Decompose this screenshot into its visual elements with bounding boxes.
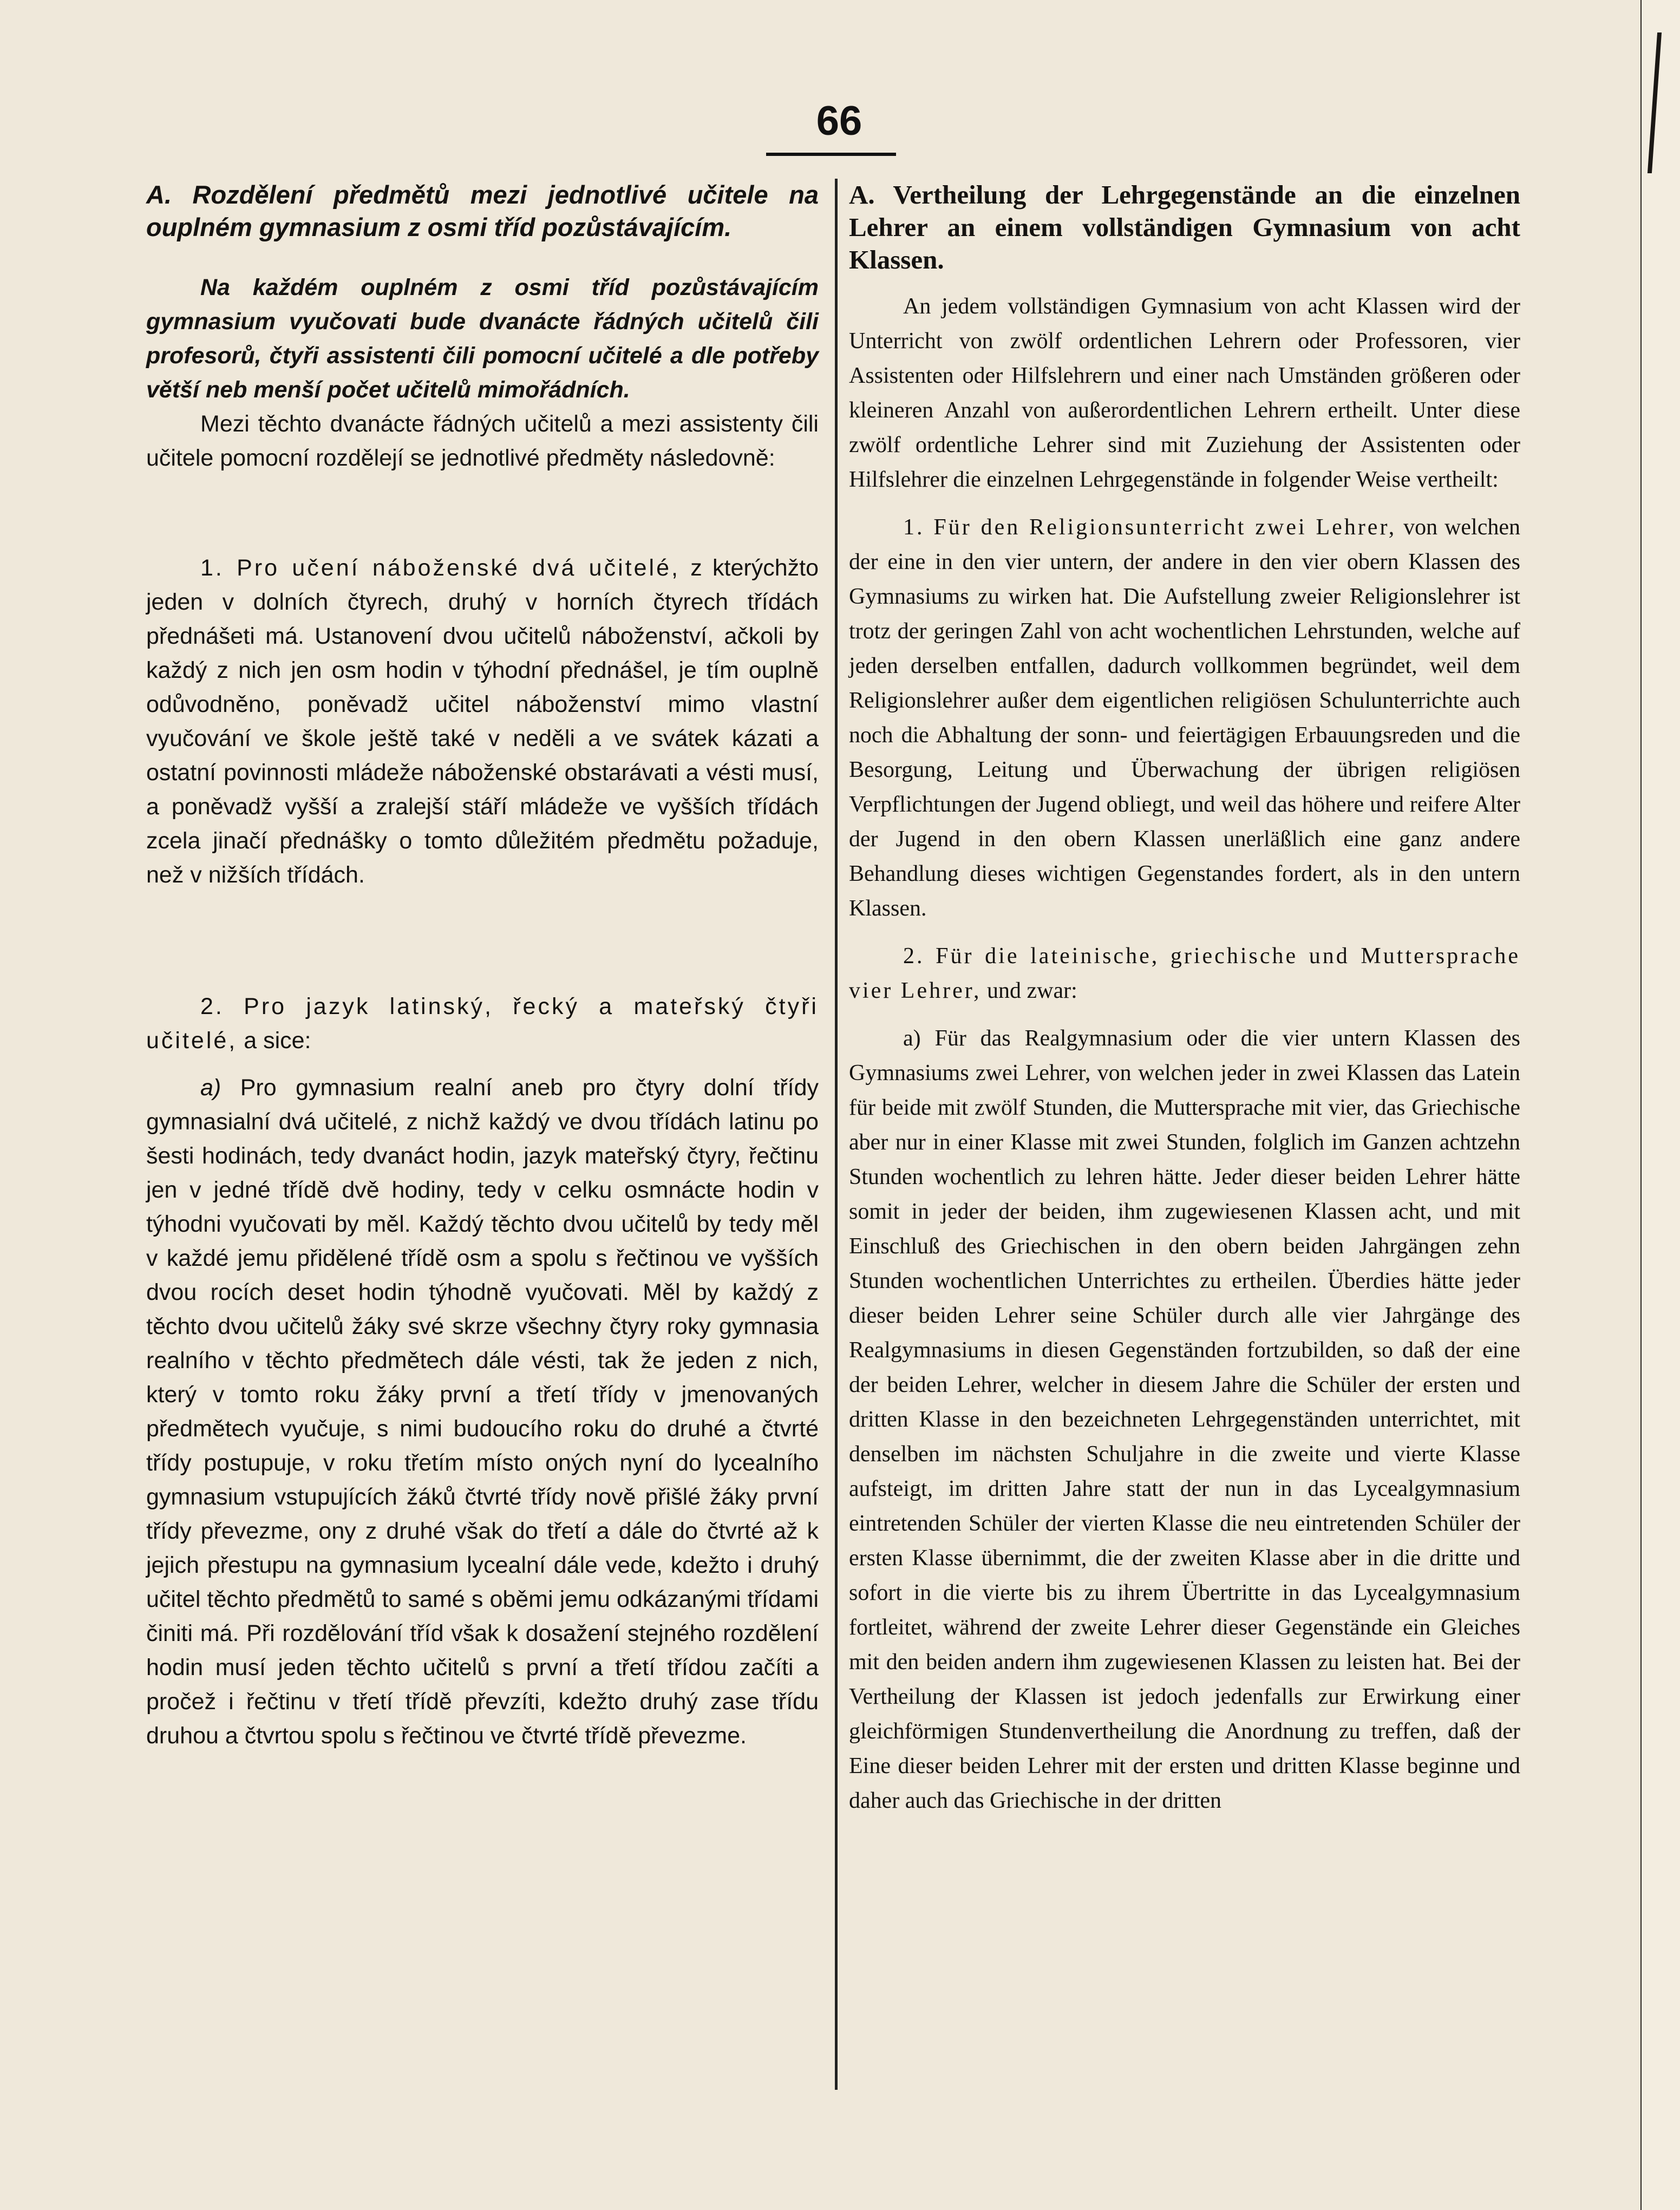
page-right-edge — [1640, 0, 1680, 2210]
german-section-2-lead: 2. Für die lateinische, griechische und Muttersprache vier Lehrer, — [849, 944, 1520, 1003]
german-paragraph-1: An jedem vollständigen Gymnasium von acht Klassen wird der Unterricht von zwölf ordentlichen Lehrern oder Professoren, vier Assistenten oder Hilfslehrern und einer nach Umständen größeren oder kleineren Anzahl von außerordentlichen Lehrern ertheilt. Unter diese zwölf ordentliche Lehrer sind mit Zuziehung der Assistenten oder Hilfslehrer die einzelnen Lehrgegenstände in folgender Weise vertheilt: — [849, 294, 1520, 492]
czech-section-2 — [146, 990, 819, 1058]
czech-section-1 — [146, 551, 819, 892]
column-divider — [835, 179, 838, 2090]
czech-section-1-text: z kterýchžto jeden v dolních čtyrech, druhý v horních čtyrech třídách přednášeti má. Ustanovení dvou učitelů náboženství, ačkoli by každý z nich jen osm hodin v týhodní přednášel, je tím ouplně odůvodněno, poněvadž učitel náboženství mimo vlastní vyučování ve škole ještě také v neděli a ve svátek kázati a ostatní povinnosti mládeže náboženské obstarávati a vésti musí, a poněvadž vyšší a zralejší stáří mládeže ve vyšších třídách zcela jinačí přednášky o tomto důležitém předmětu požaduje, než v nižších třídách. — [146, 555, 819, 888]
czech-section-2-tail: a sice: — [244, 1028, 311, 1054]
czech-section-2a-text: Pro gymnasium realní aneb pro čtyry dolní třídy gymnasialní dvá učitelé, z nichž každý ve dvou třídách latinu po šesti hodinách, tedy dvanáct hodin, jazyk mateřský čtyry, řečtinu jen v jedné třídě dvě hodiny, tedy v celku osmnácte hodin v týhodni vyučovati by měl. Každý těchto dvou učitelů by tedy měl v každé jemu přidělené třídě osm a spolu s řečtinou ve vyšších dvou rocích deset hodin týhodně vyučovati. Měl by každý z těchto dvou učitelů žáky své skrze všechny čtyry roky gymnasia realního v těchto předmětech dále vésti, tak že jeden z nich, který v tomto roku žáky první a třetí třídy v jmenovaných předmětech vyučuje, s nimi budoucího roku do druhé a čtvrté třídy postupuje, v roku třetím místo oných nyní do lycealního gymnasium vstupujících žáků čtvrté třídy nově přišlé žáky první třídy převezme, ony z druhé však do třetí a dále do čtvrté až k jejich přestupu na gymnasium lycealní dále vede, kdežto i druhý učitel těchto předmětů to samé s oběmi jemu odkázanými třídami činiti má. Při rozdělování tříd však k dosažení stejného rozdělení hodin musí jeden těchto učitelů s první a třetí třídou začíti a pročež i řečtinu v třetí třídě převzíti, kdežto druhý zase třídu druhou a čtvrtou spolu s řečtinou ve čtvrté třídě převezme. — [146, 1075, 819, 1749]
german-section-1 — [849, 510, 1520, 926]
german-section-1-text: von welchen der eine in den vier untern, der andere in den vier obern Klassen des Gymnasiums zu wirken hat. Die Aufstellung zweier Religionslehrer ist trotz der geringen Zahl von acht wochentlichen Lehrstunden, welche auf jeden derselben entfallen, dadurch vollkommen begründet, weil dem Religionslehrer außer dem eigentlichen religiösen Schulunterrichte auch noch die Abhaltung der sonn- und feiertägigen Erbauungsreden und die Besorgung, Leitung und Überwachung der übrigen religiösen Verpflichtungen der Jugend obliegt, und weil das höhere und reifere Alter der Jugend in den obern Klassen unerläßlich eine ganz andere Behandlung dieses wichtigen Gegenstandes fordert, als in den untern Klassen. — [849, 515, 1520, 921]
czech-heading: A. Rozdělení předmětů mezi jednotlivé učitele na ouplném gymnasium z osmi tříd pozůstávajícím. — [146, 180, 819, 241]
german-section-2 — [849, 939, 1520, 1008]
czech-intro: Na každém ouplném z osmi tříd pozůstávajícím gymnasium vyučovati bude dvanácte řádných učitelů čili profesorů, čtyři assistenti čili pomocní učitelé a dle potřeby větší neb menší počet učitelů mimořádních. — [146, 274, 819, 403]
czech-column — [146, 179, 819, 1753]
czech-paragraph-1: Mezi těchto dvanácte řádných učitelů a mezi assistenty čili učitele pomocní rozdělejí se jednotlivé předměty následovně: — [146, 411, 819, 471]
german-heading: A. Vertheilung der Lehrgegenstände an die einzelnen Lehrer an einem vollständigen Gymnasium von acht Klassen. — [849, 180, 1520, 274]
czech-section-2a — [146, 1071, 819, 1753]
czech-section-1-lead: 1. Pro učení náboženské dvá učitelé, — [200, 555, 680, 581]
czech-section-2-lead: 2. Pro jazyk latinský, řecký a mateřský čtyři učitelé, — [146, 993, 819, 1054]
page-number-rule — [766, 153, 896, 156]
german-section-2-tail: und zwar: — [987, 978, 1077, 1003]
czech-section-2a-label: a) — [200, 1075, 221, 1101]
german-section-1-lead: 1. Für den Religionsunterricht zwei Lehrer, — [903, 515, 1397, 540]
german-column — [849, 179, 1520, 1818]
german-section-2a: a) Für das Realgymnasium oder die vier untern Klassen des Gymnasiums zwei Lehrer, von welchen jeder in zwei Klassen das Latein für beide mit zwölf Stunden, die Muttersprache mit vier, das Griechische aber nur in einer Klasse mit zwei Stunden, folglich im Ganzen achtzehn Stunden wochentlich zu lehren hätte. Jeder dieser beiden Lehrer hätte somit in jeder der beiden, ihm zugewiesenen Klassen acht, und mit Einschluß des Griechischen in den obern beiden Jahrgängen zehn Stunden wochentlichen Unterrichtes zu ertheilen. Überdies hätte jeder dieser beiden Lehrer seine Schüler durch alle vier Jahrgänge des Realgymnasiums in diesen Gegenständen fortzubilden, so daß der eine der beiden Lehrer, welcher in diesem Jahre die Schüler der ersten und dritten Klasse in den bezeichneten Lehrgegenständen unterrichtet, mit denselben im nächsten Schuljahre in die zweite und vierte Klasse aufsteigt, im dritten Jahre statt der nun in das Lycealgymnasium eintretenden Schüler der vierten Klasse die neu eintretenden Schüler der ersten Klasse übernimmt, die der zweiten Klasse aber in die dritte und sofort in die vierte bis zu ihrem Übertritte in das Lycealgymnasium fortleitet, während der zweite Lehrer dieser Gegenstände ein Gleiches mit den beiden andern ihm zugewiesenen Klassen zu leisten hat. Bei der Vertheilung der Klassen ist jedoch jedenfalls zur Erwirkung einer gleichförmigen Stundenvertheilung die Anordnung zu treffen, daß der Eine dieser beiden Lehrer mit der ersten und dritten Klasse beginne und daher auch das Griechische in der dritten — [849, 1026, 1520, 1813]
page-number: 66 — [816, 98, 862, 144]
